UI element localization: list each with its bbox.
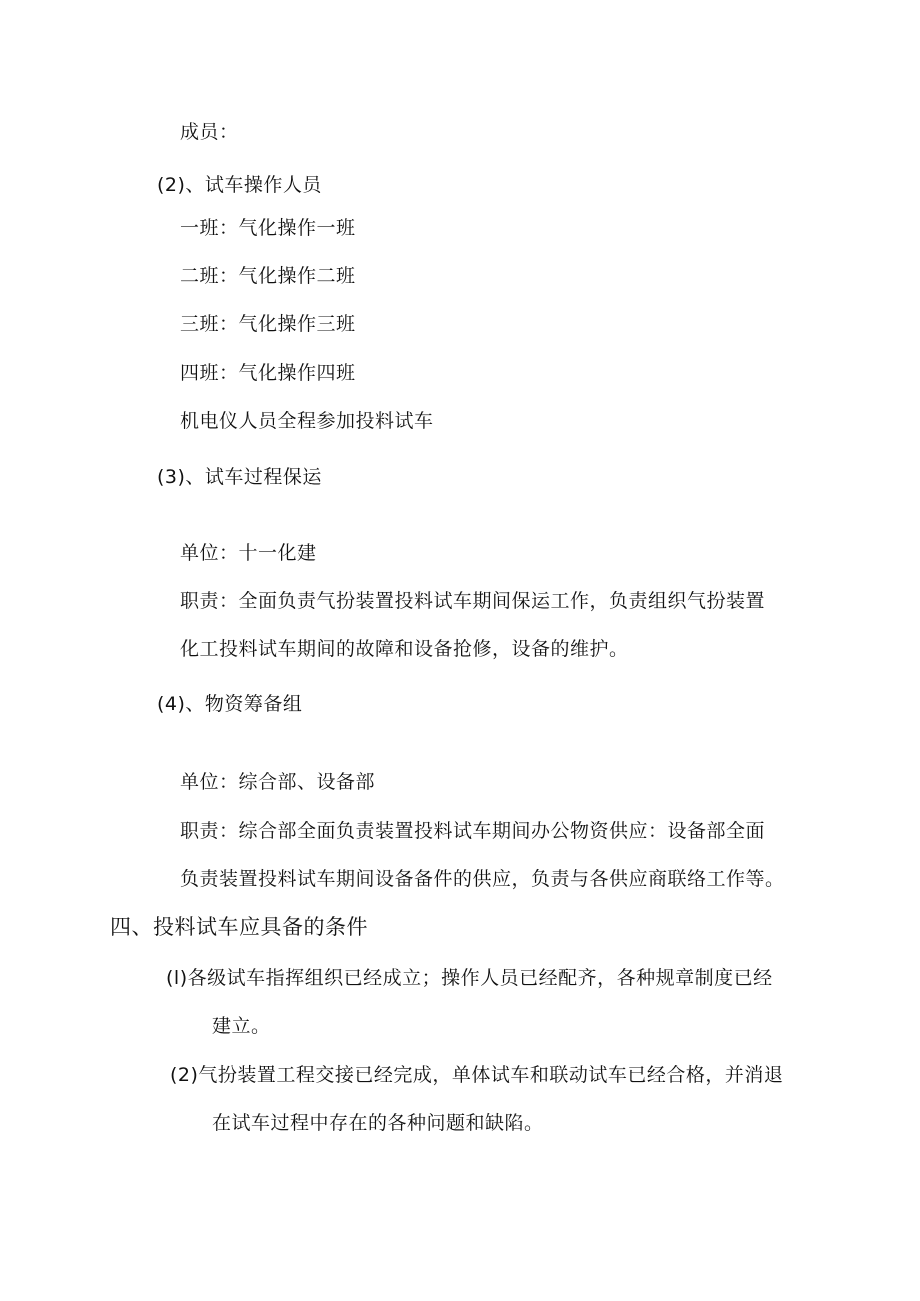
section-3-duty-line1: 职责：全面负责气扮装置投料试车期间保运工作，负责组织气扮装置 <box>180 590 766 612</box>
condition-1-line2: 建立。 <box>212 1015 271 1037</box>
section-2-title: (2)、试车操作人员 <box>157 174 322 196</box>
section-3-duty-line2: 化工投料试车期间的故障和设备抢修，设备的维护。 <box>180 638 629 660</box>
shift-three-line: 三班：气化操作三班 <box>180 313 356 335</box>
shift-two-line: 二班：气化操作二班 <box>180 265 356 287</box>
condition-2-line1: (2)气扮装置工程交接已经完成，单体试车和联动试车已经合格，并消退 <box>170 1064 784 1086</box>
members-label: 成员： <box>180 121 239 143</box>
section-4-duty-line2: 负责装置投料试车期间设备备件的供应，负责与各供应商联络工作等。 <box>180 868 785 890</box>
condition-2-line2: 在试车过程中存在的各种问题和缺陷。 <box>212 1112 544 1134</box>
section-4-duty-line1: 职责：综合部全面负责装置投料试车期间办公物资供应：设备部全面 <box>180 820 766 842</box>
section-4-title: (4)、物资筹备组 <box>157 693 303 715</box>
section-4-unit: 单位：综合部、设备部 <box>180 771 376 793</box>
electromechanical-staff-line: 机电仪人员全程参加投料试车 <box>180 410 434 432</box>
shift-one-line: 一班：气化操作一班 <box>180 217 356 239</box>
section-3-unit: 单位：十一化建 <box>180 542 317 564</box>
condition-1-line1: (l)各级试车指挥组织已经成立；操作人员已经配齐，各种规章制度已经 <box>166 967 773 989</box>
shift-four-line: 四班：气化操作四班 <box>180 362 356 384</box>
chapter-4-heading: 四、投料试车应具备的条件 <box>110 915 368 939</box>
section-3-title: (3)、试车过程保运 <box>157 466 322 488</box>
